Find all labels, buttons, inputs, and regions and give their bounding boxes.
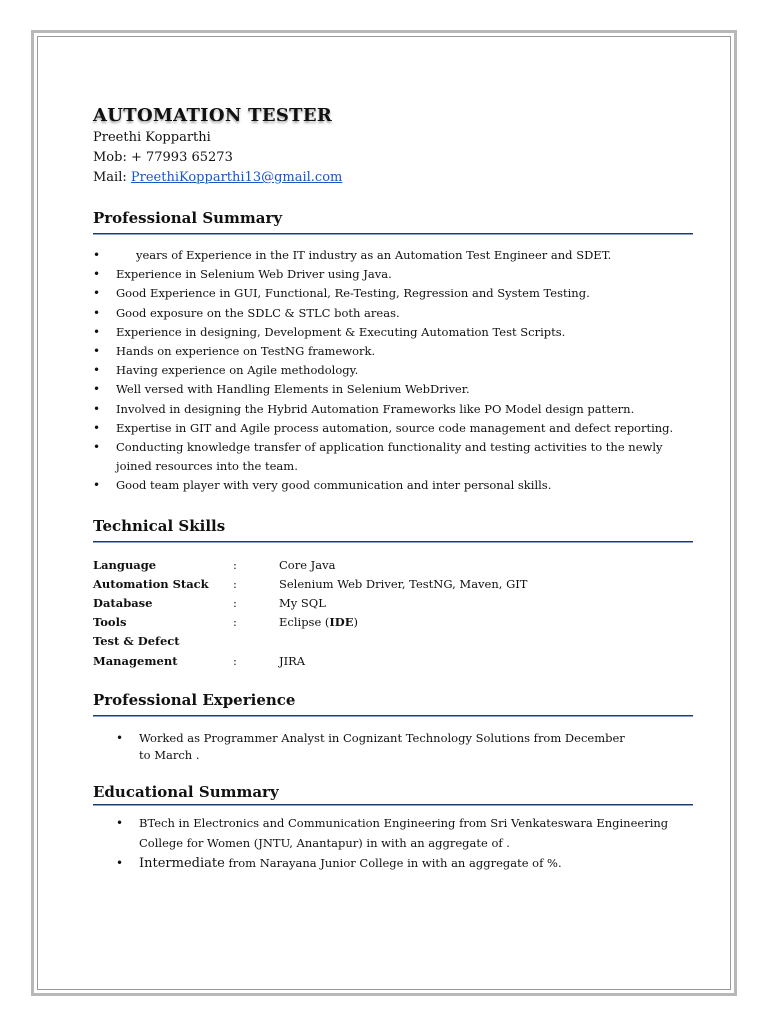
skill-value: Eclipse (IDE): [279, 615, 359, 630]
skill-label: Automation Stack: [93, 576, 209, 591]
candidate-name: Preethi Kopparthi: [93, 130, 211, 145]
skill-value: Core Java: [279, 557, 336, 572]
skill-label: Language: [93, 557, 157, 572]
list-item: • Good Experience in GUI, Functional, Re-Testing, Regression and System Testing.: [93, 284, 695, 303]
list-item: • Intermediate from Narayana Junior College in with an aggregate of %.: [93, 853, 695, 874]
skill-value: Selenium Web Driver, TestNG, Maven, GIT: [279, 576, 528, 591]
list-item: • years of Experience in the IT industry as an Automation Test Engineer and SDET.: [93, 246, 695, 265]
list-item: • Good team player with very good communication and inter personal skills.: [93, 476, 695, 495]
skill-row-database: [93, 594, 695, 613]
skill-colon: :: [233, 596, 237, 611]
skill-row-test-defect: [93, 632, 695, 651]
email-link[interactable]: PreethiKopparthi13@gmail.com: [130, 170, 343, 185]
skill-colon: :: [233, 615, 237, 630]
mobile-line: Mob: + 77993 65273: [93, 150, 233, 165]
list-item: • Well versed with Handling Elements in Selenium WebDriver.: [93, 380, 695, 399]
list-item: • Involved in designing the Hybrid Automation Frameworks like PO Model design pattern.: [93, 400, 695, 419]
list-item: • BTech in Electronics and Communication Engineering from Sri Venkateswara Engineering College for Women (JNTU, Anantapur) in with an aggregate of .: [93, 813, 695, 853]
professional-summary-heading: Professional Summary: [93, 209, 283, 227]
skill-row-management: [93, 652, 695, 671]
list-item: • Having experience on Agile methodology.: [93, 361, 695, 380]
job-title: AUTOMATION TESTER: [93, 105, 333, 126]
list-item: • Experience in designing, Development & Executing Automation Test Scripts.: [93, 323, 695, 342]
skill-value: JIRA: [279, 653, 306, 668]
skill-label: Test & Defect: [93, 634, 180, 649]
technical-skills-heading: Technical Skills: [93, 516, 226, 535]
professional-summary-list: [93, 246, 695, 496]
mail-line: [93, 168, 695, 188]
mail-label: Mail:: [93, 170, 131, 185]
skill-colon: :: [233, 576, 237, 591]
skill-colon: :: [233, 557, 237, 572]
educational-summary-heading: Educational Summary: [93, 782, 279, 801]
list-item: • Good exposure on the SDLC & STLC both areas.: [93, 304, 695, 323]
technical-skills-table: [93, 556, 695, 671]
skill-row-tools: [93, 613, 695, 632]
educational-summary-list: [93, 813, 695, 874]
skill-row-language: [93, 556, 695, 575]
resume-document: [93, 104, 695, 874]
skill-value: My SQL: [279, 596, 326, 611]
skill-label: Database: [93, 596, 153, 611]
skill-colon: :: [233, 653, 237, 668]
professional-experience-list: [93, 730, 633, 764]
skill-label: Management: [93, 653, 178, 668]
list-item: • Experience in Selenium Web Driver using Java.: [93, 265, 695, 284]
list-item: • Expertise in GIT and Agile process automation, source code management and defect reporting.: [93, 419, 695, 438]
list-item: • Hands on experience on TestNG framework.: [93, 342, 695, 361]
professional-experience-heading: Professional Experience: [93, 690, 296, 709]
list-item: • Conducting knowledge transfer of application functionality and testing activities to the newly joined resources into the team.: [93, 438, 695, 476]
skill-row-automation-stack: [93, 575, 695, 594]
list-item: • Worked as Programmer Analyst in Cognizant Technology Solutions from December to March .: [93, 730, 633, 764]
skill-label: Tools: [93, 615, 127, 630]
